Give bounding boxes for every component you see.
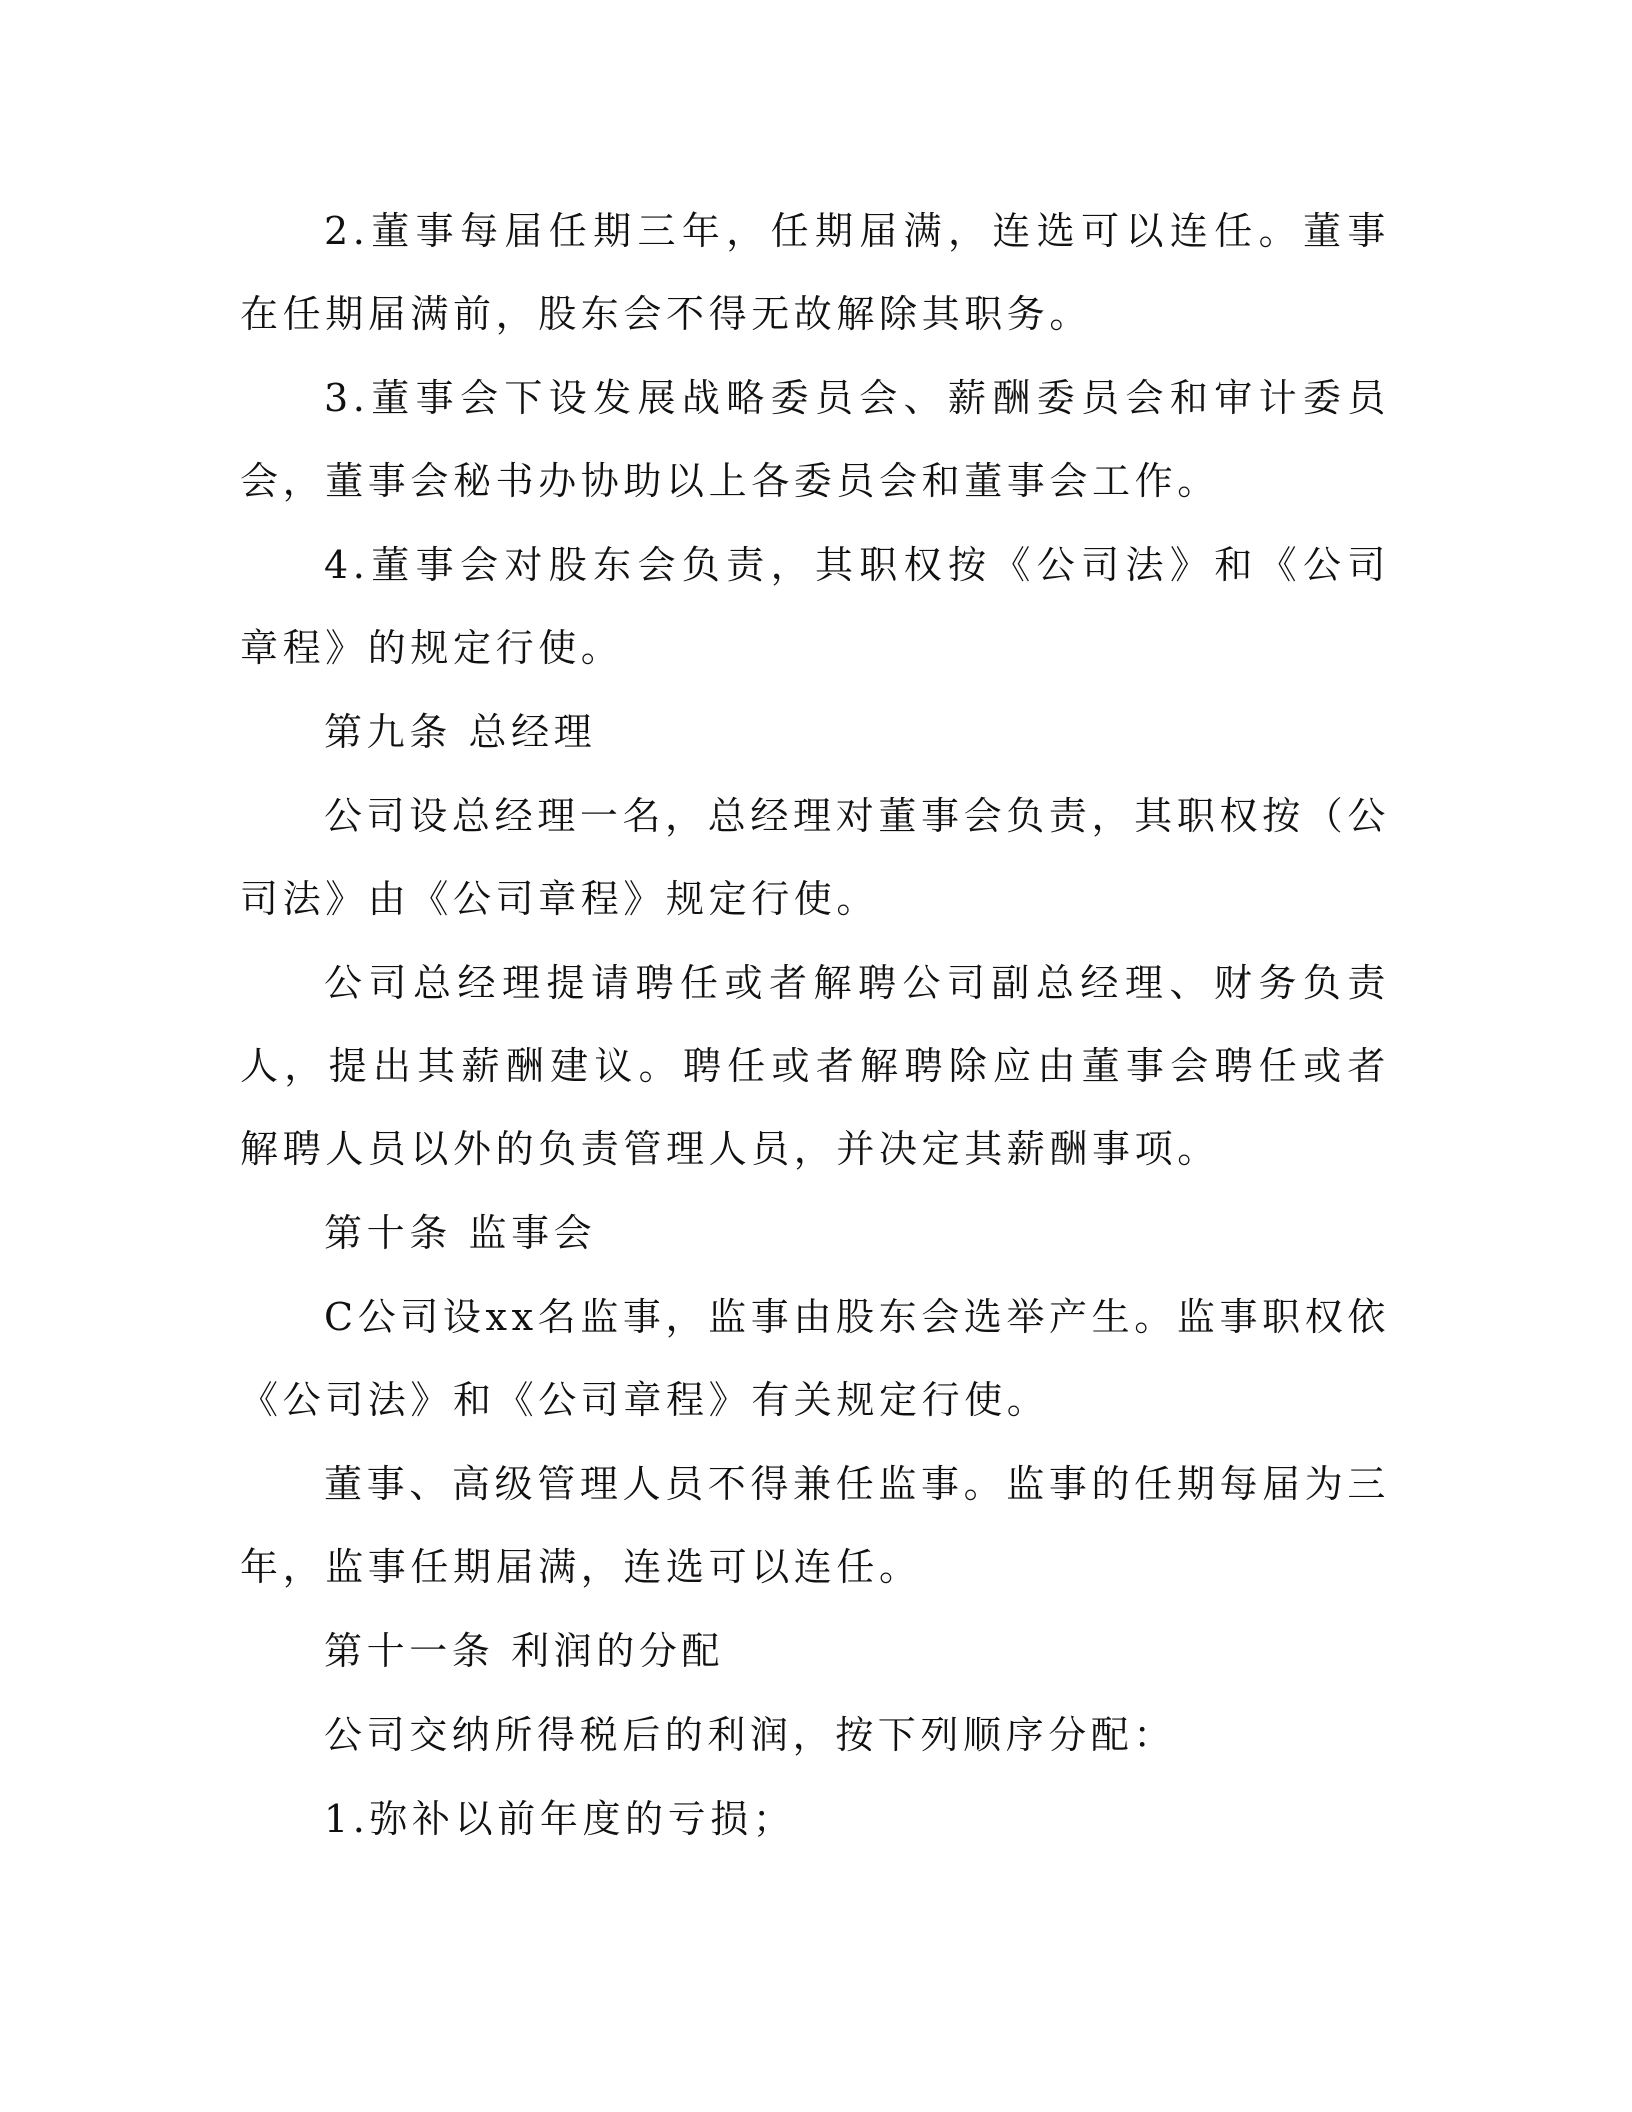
heading-article-9: 第九条 总经理 [324,710,597,754]
paragraph-supervisor-term: 董事、高级管理人员不得兼任监事。监事的任期每届为三年，监事任期届满，连选可以连任。 [240,1462,1390,1589]
paragraph-board-committees: 3.董事会下设发展战略委员会、薪酬委员会和审计委员会，董事会秘书办协助以上各委员会和董事会工作。 [240,376,1390,503]
paragraph-general-manager: 公司设总经理一名，总经理对董事会负责，其职权按（公司法》由《公司章程》规定行使。 [240,794,1390,921]
paragraph-supervisors: C公司设xx名监事，监事由股东会选举产生。监事职权依《公司法》和《公司章程》有关规定行使。 [240,1295,1390,1422]
paragraph-board-duties: 4.董事会对股东会负责，其职权按《公司法》和《公司章程》的规定行使。 [240,543,1390,670]
paragraph-profit-item-1: 1.弥补以前年度的亏损； [324,1797,796,1841]
document-page [240,190,1390,1862]
paragraph-director-term: 2.董事每届任期三年，任期届满，连选可以连任。董事在任期届满前，股东会不得无故解除其职务。 [240,209,1390,336]
paragraph-profit-order: 公司交纳所得税后的利润，按下列顺序分配： [324,1713,1177,1757]
heading-article-10: 第十条 监事会 [324,1211,597,1255]
paragraph-gm-appointments: 公司总经理提请聘任或者解聘公司副总经理、财务负责人，提出其薪酬建议。聘任或者解聘除应由董事会聘任或者解聘人员以外的负责管理人员，并决定其薪酬事项。 [240,961,1390,1171]
heading-article-11: 第十一条 利润的分配 [324,1629,725,1673]
